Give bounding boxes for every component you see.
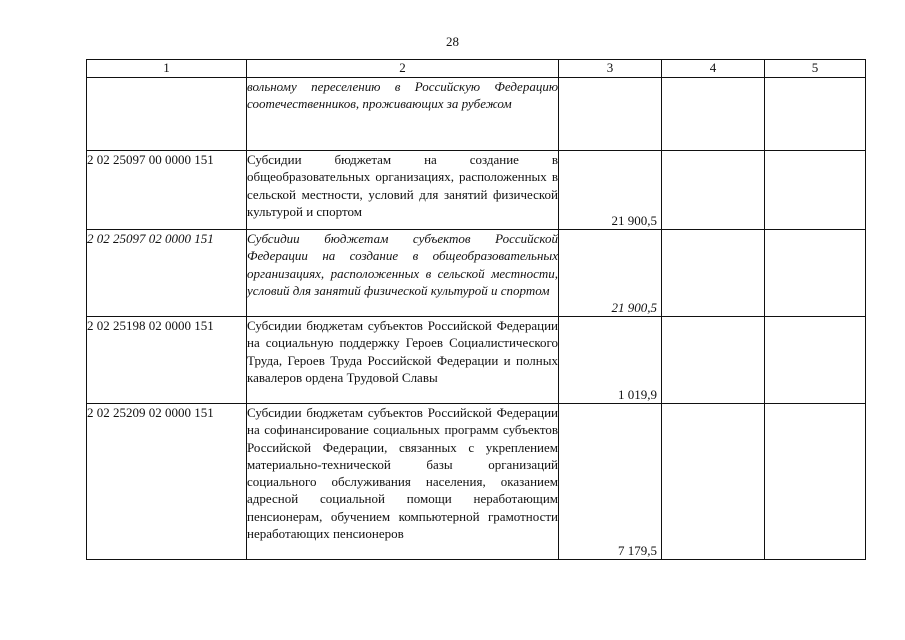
table-row	[87, 151, 866, 230]
amount-cell	[559, 404, 662, 560]
budget-code-cell	[87, 78, 247, 151]
amount-value: 21 900,5	[611, 299, 657, 315]
table-row	[87, 404, 866, 560]
column-5-cell	[765, 404, 866, 560]
budget-code-cell: 2 02 25198 02 0000 151	[87, 317, 247, 404]
description-cell: Субсидии бюджетам субъектов Российской Федерации на софинансирование социальных программ субъектов Российской Федерации, связанных с укреплением материально-технической базы организаций социального обслуживания населения, оказанием адресной социальной помощи неработающим пенсионерам, обучением компьютерной грамотности неработающих пенсионеров	[247, 404, 559, 560]
amount-cell	[559, 151, 662, 230]
table-header-row	[87, 60, 866, 78]
column-header-3: 3	[559, 60, 662, 78]
page-number: 28	[446, 34, 459, 49]
column-header-4: 4	[662, 60, 765, 78]
table-row	[87, 317, 866, 404]
table-row	[87, 78, 866, 151]
table-row	[87, 230, 866, 317]
budget-code-cell: 2 02 25209 02 0000 151	[87, 404, 247, 560]
column-4-cell	[662, 78, 765, 151]
amount-cell	[559, 230, 662, 317]
column-4-cell	[662, 151, 765, 230]
amount-cell	[559, 317, 662, 404]
column-4-cell	[662, 230, 765, 317]
budget-code-cell: 2 02 25097 00 0000 151	[87, 151, 247, 230]
column-5-cell	[765, 230, 866, 317]
amount-value: 21 900,5	[611, 212, 657, 228]
column-5-cell	[765, 317, 866, 404]
column-4-cell	[662, 404, 765, 560]
amount-cell	[559, 78, 662, 151]
column-4-cell	[662, 317, 765, 404]
column-header-2: 2	[247, 60, 559, 78]
amount-value: 7 179,5	[618, 542, 657, 558]
description-cell: Субсидии бюджетам на создание в общеобразовательных организациях, расположенных в сельской местности, условий для занятий физической культурой и спортом	[247, 151, 559, 230]
column-header-5: 5	[765, 60, 866, 78]
budget-code-cell: 2 02 25097 02 0000 151	[87, 230, 247, 317]
column-5-cell	[765, 151, 866, 230]
column-5-cell	[765, 78, 866, 151]
description-cell: вольному переселению в Российскую Федерацию соотечественников, проживающих за рубежом	[247, 78, 559, 151]
description-cell: Субсидии бюджетам субъектов Российской Федерации на социальную поддержку Героев Социалистического Труда, Героев Труда Российской Федерации и полных кавалеров ордена Трудовой Славы	[247, 317, 559, 404]
description-cell: Субсидии бюджетам субъектов Российской Федерации на создание в общеобразовательных организациях, расположенных в сельской местности, условий для занятий физической культурой и спортом	[247, 230, 559, 317]
column-header-1: 1	[87, 60, 247, 78]
budget-table	[86, 59, 866, 560]
amount-value: 1 019,9	[618, 386, 657, 402]
